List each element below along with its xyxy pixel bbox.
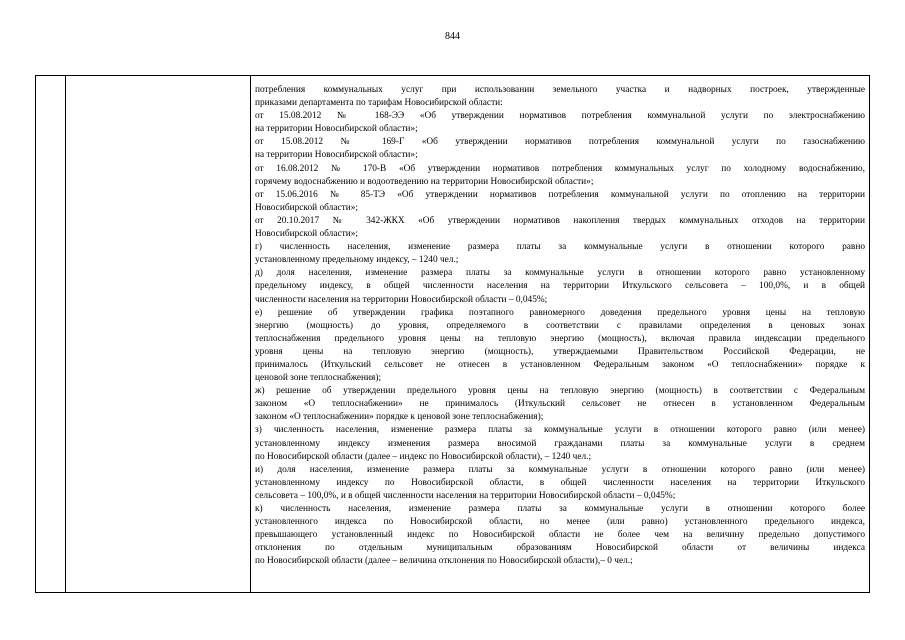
text-line: потребления коммунальных услуг при использовании земельного участка и надворных построек, утвержденные bbox=[255, 85, 865, 95]
text-line: теплоснабжения предельного уровня цены на тепловую энергию (мощность), включая правила индексации предельного bbox=[255, 333, 865, 344]
text-line: энергию (мощность) до уровня, определяемого в соответствии с правилами определения в ценовых зонах bbox=[255, 320, 865, 331]
text-line: ценовой зоне теплоснабжения); bbox=[255, 373, 382, 384]
text-line: установленному индексу изменения размера вносимой гражданами платы за коммунальные услуги в среднем bbox=[255, 438, 865, 449]
text-line: на территории Новосибирской области»; bbox=[255, 150, 418, 161]
document-table bbox=[35, 75, 870, 593]
text-line: и) доля населения, изменение размера платы за коммунальные услуги в отношении которого равно (или менее) bbox=[255, 464, 865, 475]
text-line: от 15.08.2012 № 168-ЭЭ «Об утверждении нормативов потребления коммунальной услуги по электроснабжению bbox=[255, 111, 865, 122]
text-line: превышающего установленный индекс по Новосибирской области не более чем на величину предельно допустимого bbox=[255, 530, 865, 541]
text-line: принималось (Иткульский сельсовет не отнесен в установленном Федеральным законом «О теплоснабжении» порядке к bbox=[255, 359, 865, 370]
column-divider bbox=[250, 76, 251, 592]
text-line: законом «О теплоснабжении» порядке к ценовой зоне теплоснабжения); bbox=[255, 412, 544, 423]
text-line: законом «О теплоснабжении» не принималось (Иткульский сельсовет не отнесен в установленном Федеральным bbox=[255, 399, 865, 410]
page-number: 844 bbox=[445, 31, 460, 42]
text-line: Новосибирской области»; bbox=[255, 229, 358, 240]
text-line: уровня цены на тепловую энергию (мощность), утверждаемыми Правительством Российской Федерации, не bbox=[255, 346, 865, 357]
text-line: численности населения на территории Новосибирской области – 0,045%; bbox=[255, 294, 548, 305]
text-line: ж) решение об утверждении предельного уровня цены на тепловую энергию (мощность) в соответствии с Федеральным bbox=[255, 386, 865, 397]
text-line: на территории Новосибирской области»; bbox=[255, 124, 418, 135]
text-line: Новосибирской области»; bbox=[255, 202, 358, 213]
text-line: от 20.10.2017 № 342-ЖКХ «Об утверждении нормативов накопления твердых коммунальных отходов на территории bbox=[255, 215, 865, 226]
text-line: к) численность населения, изменение размера платы за коммунальные услуги в отношении которого более bbox=[255, 504, 865, 514]
text-line: предельному индексу, в общей численности населения на территории Иткульского сельсовета – 100,0%, и в общей bbox=[255, 281, 865, 292]
text-line: е) решение об утверждении графика поэтапного равномерного доведения предельного уровня цены на тепловую bbox=[255, 307, 865, 318]
text-line: установленному индексу по Новосибирской области, в общей численности населения на территории Иткульского bbox=[255, 477, 865, 488]
text-line: отклонения по отдельным муниципальным образованиям Новосибирской области от величины индекса bbox=[255, 543, 865, 554]
column-divider bbox=[65, 76, 66, 592]
text-line: з) численность населения, изменение размера платы за коммунальные услуги в отношении которого равно (или менее) bbox=[255, 425, 865, 436]
text-line: от 15.08.2012 № 169-Г «Об утверждении нормативов потребления коммунальной услуги по газоснабжению bbox=[255, 137, 865, 148]
text-line: по Новосибирской области (далее – величина отклонения по Новосибирской области),– 0 чел.; bbox=[255, 556, 633, 567]
text-line: горячему водоснабжению и водоотведению на территории Новосибирской области»; bbox=[255, 176, 594, 187]
text-line: приказами департамента по тарифам Новосибирской области: bbox=[255, 98, 503, 109]
text-line: установленному предельному индексу, – 1240 чел.; bbox=[255, 255, 459, 266]
text-line: установленного индекса по Новосибирской области, но менее (или равно) установленного предельного индекса, bbox=[255, 517, 865, 528]
text-line: сельсовета – 100,0%, и в общей численности населения на территории Новосибирской области – 0,045%; bbox=[255, 490, 676, 501]
text-line: от 15.06.2016 № 85-ТЭ «Об утверждении нормативов потребления коммунальной услуги по отоплению на территории bbox=[255, 189, 865, 200]
text-line: от 16.08.2012 № 170-В «Об утверждении нормативов потребления коммунальных услуг по холодному водоснабжению, bbox=[255, 163, 865, 174]
text-line: по Новосибирской области (далее – индекс по Новосибирской области), – 1240 чел.; bbox=[255, 451, 592, 462]
text-line: г) численность населения, изменение размера платы за коммунальные услуги в отношении которого равно bbox=[255, 242, 865, 253]
text-line: д) доля населения, изменение размера платы за коммунальные услуги в отношении которого равно установленному bbox=[255, 268, 865, 279]
table-text-cell bbox=[255, 84, 865, 568]
